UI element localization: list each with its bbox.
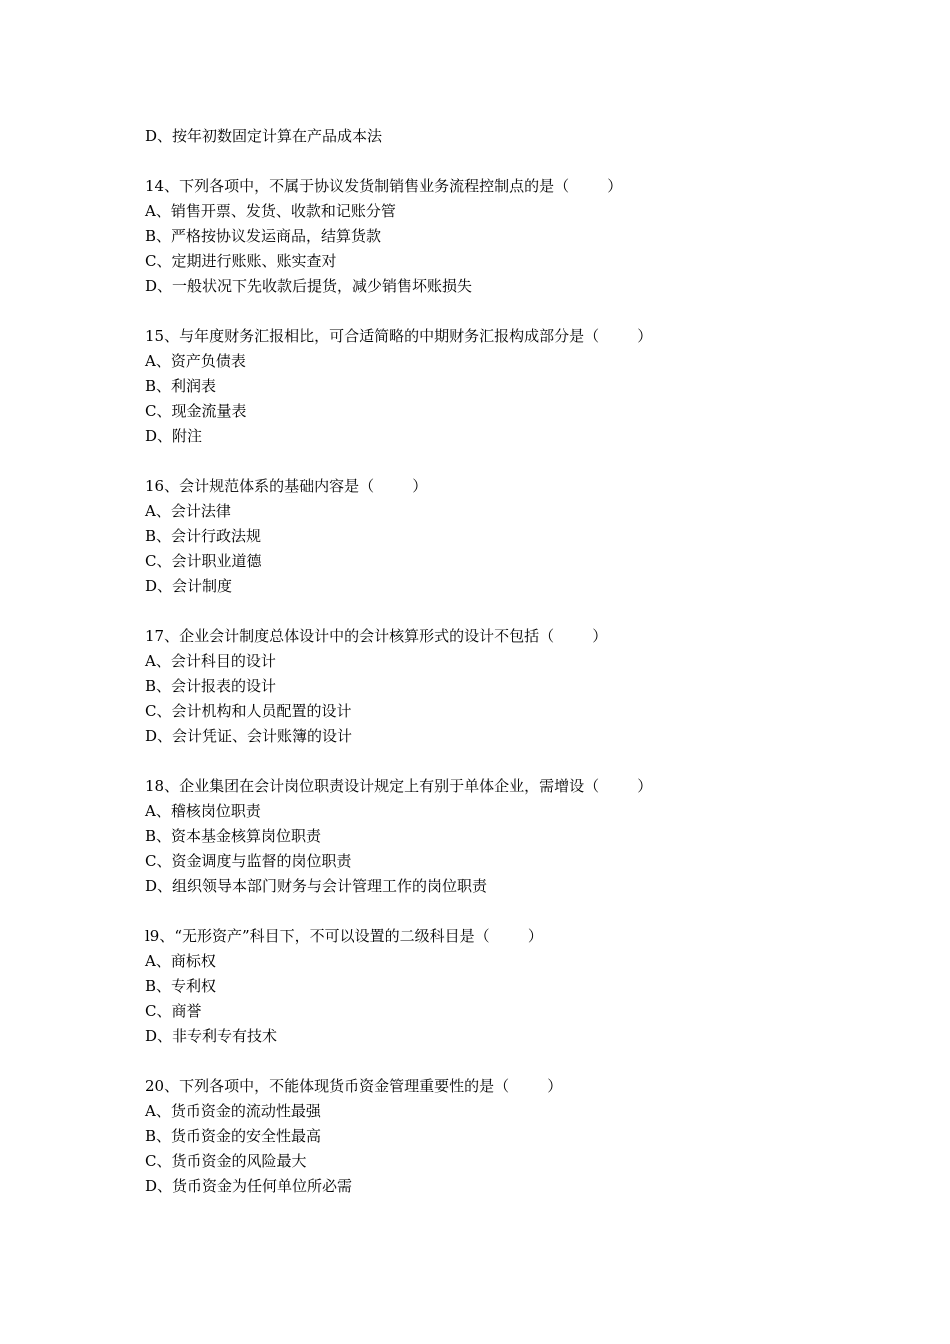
option-d: D、会计制度 [145,577,233,595]
option-b: B、严格按协议发运商品，结算货款 [145,227,382,245]
option-a: A、会计法律 [145,502,231,520]
option-d: D、会计凭证、会计账簿的设计 [145,727,353,745]
option-c: C、定期进行账账、账实查对 [145,252,337,270]
option-a: A、稽核岗位职责 [145,802,261,820]
spacer [145,599,845,624]
option-a: A、销售开票、发货、收款和记账分管 [145,202,396,220]
question-stem: 15、与年度财务汇报相比，可合适简略的中期财务汇报构成部分是（ ） [145,327,653,345]
option-b: B、专利权 [145,977,217,995]
option-c: C、货币资金的风险最大 [145,1152,307,1170]
question-16 [145,474,845,599]
question-19 [145,924,845,1049]
option-a: A、货币资金的流动性最强 [145,1102,321,1120]
spacer [145,449,845,474]
question-15 [145,324,845,449]
option-b: B、会计报表的设计 [145,677,277,695]
option-b: B、利润表 [145,377,217,395]
option-d: D、非专利专有技术 [145,1027,278,1045]
option-d: D、一般状况下先收款后提货，减少销售坏账损失 [145,277,473,295]
option-c: C、会计机构和人员配置的设计 [145,702,352,720]
option-d-q13: D、按年初数固定计算在产品成本法 [145,127,383,145]
document-page [145,124,845,1199]
spacer [145,149,845,174]
question-20 [145,1074,845,1199]
question-stem: 20、下列各项中，不能体现货币资金管理重要性的是（ ） [145,1077,563,1095]
option-d: D、附注 [145,427,203,445]
option-d: D、组织领导本部门财务与会计管理工作的岗位职责 [145,877,488,895]
question-stem: 16、会计规范体系的基础内容是（ ） [145,477,428,495]
spacer [145,749,845,774]
question-17 [145,624,845,749]
question-stem: 17、企业会计制度总体设计中的会计核算形式的设计不包括（ ） [145,627,608,645]
question-stem: l9、“无形资产”科目下，不可以设置的二级科目是（ ） [145,927,543,945]
option-b: B、资本基金核算岗位职责 [145,827,322,845]
spacer [145,299,845,324]
question-stem: 18、企业集团在会计岗位职责设计规定上有别于单体企业，需增设（ ） [145,777,653,795]
option-c: C、现金流量表 [145,402,247,420]
option-d: D、货币资金为任何单位所必需 [145,1177,353,1195]
option-a: A、商标权 [145,952,216,970]
option-c: C、资金调度与监督的岗位职责 [145,852,352,870]
spacer [145,899,845,924]
question-stem: 14、下列各项中，不属于协议发货制销售业务流程控制点的是（ ） [145,177,623,195]
option-b: B、会计行政法规 [145,527,262,545]
question-18 [145,774,845,899]
option-b: B、货币资金的安全性最高 [145,1127,322,1145]
option-a: A、会计科目的设计 [145,652,276,670]
option-a: A、资产负债表 [145,352,246,370]
spacer [145,1049,845,1074]
question-14 [145,174,845,299]
option-c: C、商誉 [145,1002,202,1020]
option-c: C、会计职业道德 [145,552,262,570]
